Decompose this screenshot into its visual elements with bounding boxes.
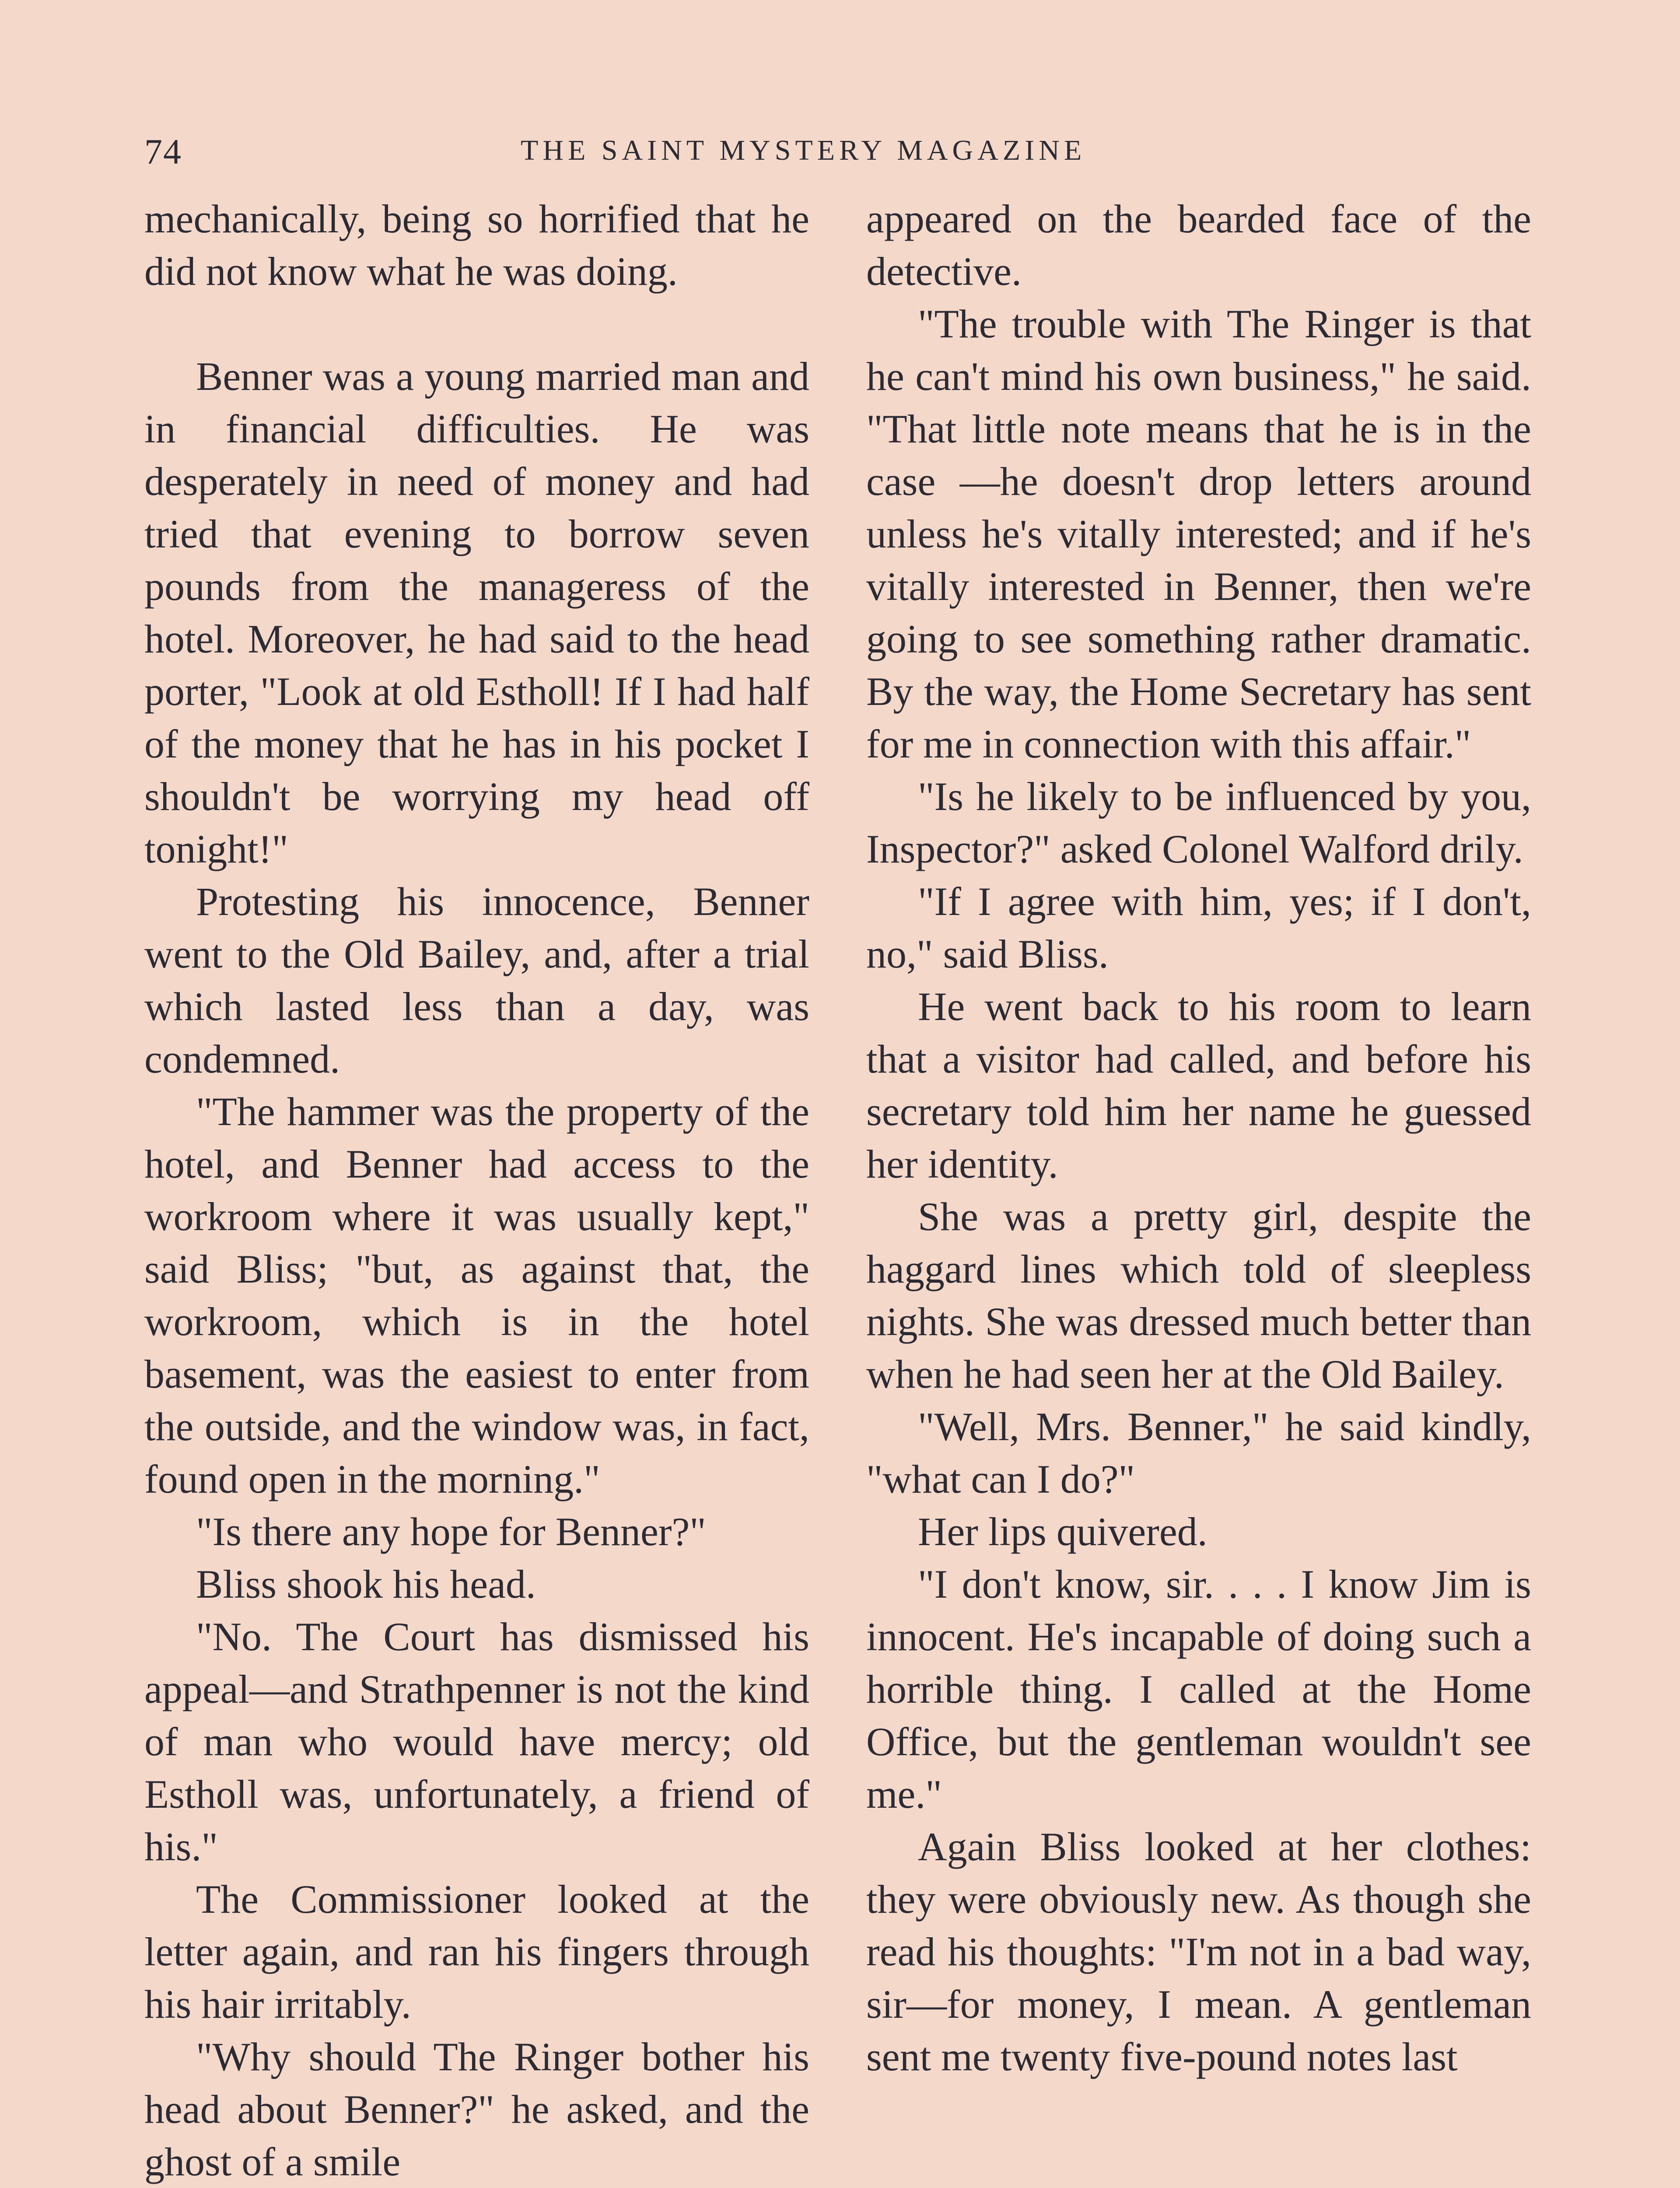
paragraph: appeared on the bearded face of the detective. [866, 196, 1531, 294]
paragraph: "I don't know, sir. . . . I know Jim is innocent. He's incapable of doing such a horrible thing. I called at the Home Office, but the gentleman wouldn't see me." [866, 1562, 1531, 1816]
paragraph: Bliss shook his head. [196, 1562, 536, 1606]
right-column [866, 193, 1531, 2083]
paragraph: He went back to his room to learn that a visitor had called, and before his secretary told him her name he guessed her identity. [866, 984, 1531, 1186]
paragraph: "Well, Mrs. Benner," he said kindly, "what can I do?" [866, 1404, 1531, 1501]
paragraph: Her lips quivered. [918, 1509, 1208, 1554]
paragraph: The Commissioner looked at the letter again, and ran his fingers through his hair irritably. [144, 1877, 809, 2027]
paragraph: Benner was a young married man and in financial difficulties. He was desperately in need of money and had tried that evening to borrow seven pounds from the manageress of the hotel. Moreover, he had said to the head porter, "Look at old Estholl! If I had half of the money that he has in his pocket I shouldn't be worrying my head off tonight!" [144, 354, 809, 871]
paragraph: She was a pretty girl, despite the haggard lines which told of sleepless nights. She was dressed much better than when he had seen her at the Old Bailey. [866, 1194, 1531, 1396]
paragraph: "The hammer was the property of the hotel, and Benner had access to the workroom where it was usually kept," said Bliss; "but, as against that, the workroom, which is in the hotel basement, was the easiest to enter from the outside, and the window was, in fact, found open in the morning." [144, 1089, 809, 1501]
paragraph: "If I agree with him, yes; if I don't, no," said Bliss. [866, 879, 1531, 976]
running-title: THE SAINT MYSTERY MAGAZINE [521, 134, 1086, 166]
page-number: 74 [144, 132, 182, 172]
paragraph: Again Bliss looked at her clothes: they were obviously new. As though she read his thoughts: "I'm not in a bad way, sir—for money, I mean. A gentleman sent me twenty five-pound notes last [866, 1824, 1531, 2079]
paragraph: "Is he likely to be influenced by you, Inspector?" asked Colonel Walford drily. [866, 774, 1531, 871]
paragraph: "The trouble with The Ringer is that he can't mind his own business," he said. "That little note means that he is in the case —he doesn't drop letters around unless he's vitally interested; and if he's vitally interested in Benner, then we're going to see something rather dramatic. By the way, the Home Secretary has sent for me in connection with this affair." [866, 302, 1531, 766]
left-column [144, 193, 809, 2188]
paragraph: mechanically, being so horrified that he did not know what he was doing. [144, 196, 809, 294]
paragraph: "Why should The Ringer bother his head about Benner?" he asked, and the ghost of a smile [144, 2034, 809, 2184]
paragraph: "No. The Court has dismissed his appeal—and Strathpenner is not the kind of man who would have mercy; old Estholl was, unfortunately, a friend of his." [144, 1614, 809, 1869]
paragraph: "Is there any hope for Benner?" [196, 1509, 706, 1554]
paragraph: Protesting his innocence, Benner went to the Old Bailey, and, after a trial which lasted less than a day, was condemned. [144, 879, 809, 1081]
